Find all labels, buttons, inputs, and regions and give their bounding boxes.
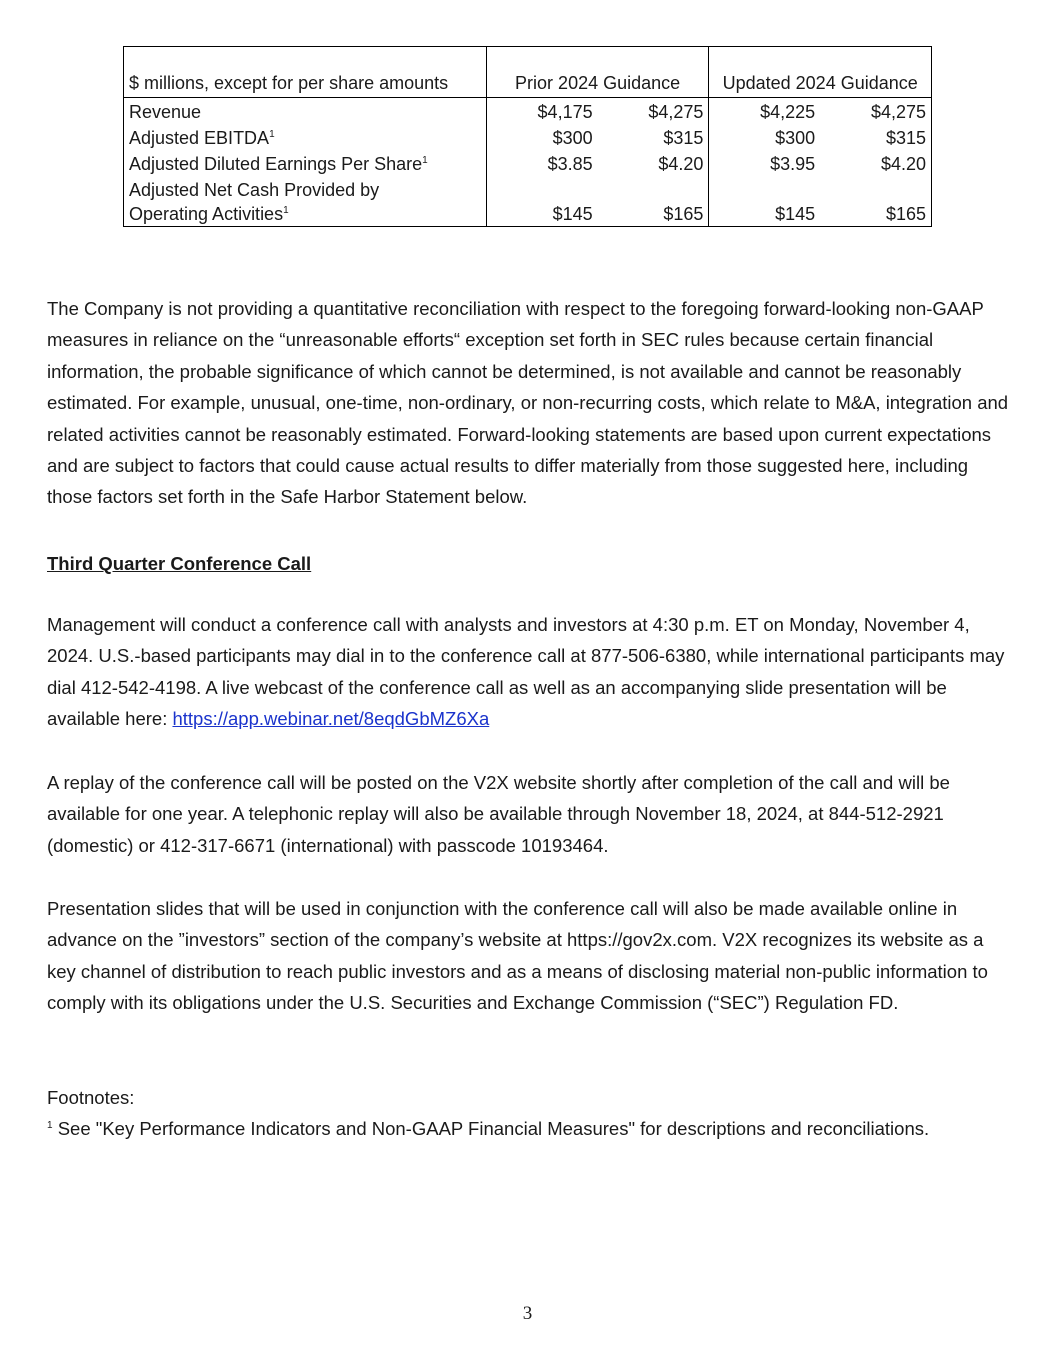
header-updated-guidance: Updated 2024 Guidance xyxy=(709,47,932,98)
table-row xyxy=(124,98,932,125)
webcast-link[interactable]: https://app.webinar.net/8eqdGbMZ6Xa xyxy=(172,708,490,730)
footnote-marker: 1 xyxy=(269,129,275,140)
footnote-1-marker: 1 xyxy=(47,1120,53,1131)
header-label: $ millions, except for per share amounts xyxy=(124,47,487,98)
cell-updated-high: $315 xyxy=(820,124,931,150)
cell-prior-low: $3.85 xyxy=(486,150,597,176)
cell-updated-high: $165 xyxy=(820,176,931,227)
table-row xyxy=(124,176,932,227)
cell-updated-high: $4,275 xyxy=(820,98,931,125)
table-row xyxy=(124,124,932,150)
cell-prior-low: $4,175 xyxy=(486,98,597,125)
guidance-table xyxy=(123,46,932,227)
slides-paragraph: Presentation slides that will be used in conjunction with the conference call will also be made available online in advance on the ”investors” section of the company’s website at https://gov2x.com. V2X recognizes its website as a key channel of distribution to reach public investors and as a means of disclosing material non-public information to comply with its obligations under the U.S. Securities and Exchange Commission (“SEC”) Regulation FD. xyxy=(47,898,988,1014)
row-label-adjusted-eps: Adjusted Diluted Earnings Per Share$^1$ xyxy=(124,150,487,176)
page-number: 3 xyxy=(522,1303,533,1324)
conference-call-paragraph xyxy=(47,609,1012,735)
section-heading: Third Quarter Conference Call xyxy=(47,553,312,574)
cell-prior-high: $4.20 xyxy=(658,154,704,174)
row-label-adjusted-ebitda: Adjusted EBITDA$^1$ xyxy=(124,124,487,150)
cell-updated-low: $145 xyxy=(709,176,820,227)
table-row xyxy=(124,150,932,176)
table-header-row xyxy=(124,47,932,98)
footnote-marker: 1 xyxy=(422,155,428,166)
reconciliation-paragraph: The Company is not providing a quantitative reconciliation with respect to the foregoing forward-looking non-GAAP measures in reliance on the “unreasonable efforts“ exception set forth in SEC rules because certain financial information, the probable significance of which cannot be determined, is not available and cannot be reasonably estimated. For example, unusual, one-time, non-ordinary, or non-recurring costs, which relate to M&A, integration and related activities cannot be reasonably estimated. Forward-looking statements are based upon current expectations and are subject to factors that could cause actual results to differ materially from those suggested here, including those factors set forth in the Safe Harbor Statement below. xyxy=(47,298,1009,508)
cell-prior-high: $165 xyxy=(598,176,709,227)
row-label-adjusted-net-cash: Adjusted Net Cash Provided by Operating Activities$^1$ xyxy=(124,176,487,227)
cell-updated-high: $4.20 xyxy=(820,150,931,176)
cell-prior-high: $4,275 xyxy=(648,102,704,122)
cell-prior-high: $315 xyxy=(663,128,704,148)
header-prior-guidance: Prior 2024 Guidance xyxy=(486,47,709,98)
cell-prior-low: $300 xyxy=(486,124,597,150)
replay-paragraph: A replay of the conference call will be posted on the V2X website shortly after completion of the call and will be available for one year. A telephonic replay will also be available through November 18, 2024, at 844-512-2921 (domestic) or 412-317-6671 (international) with passcode 10193464. xyxy=(47,772,950,856)
footnotes-heading: Footnotes: xyxy=(47,1087,135,1108)
cell-prior-low: $145 xyxy=(486,176,597,227)
cell-updated-low: $3.95 xyxy=(709,150,820,176)
footnote-1 xyxy=(47,1113,1012,1144)
cell-updated-low: $4,225 xyxy=(709,98,820,125)
row-label-revenue: Revenue xyxy=(124,98,487,125)
conference-call-text: Management will conduct a conference call with analysts and investors at 4:30 p.m. ET on Monday, November 4, 2024. U.S.-based participants may dial in to the conference call at 877-506-6380, while international participants may dial 412-542-4198. A live webcast of the conference call as well as an accompanying slide presentation will be available here: xyxy=(47,614,1005,730)
cell-updated-low: $300 xyxy=(709,124,820,150)
footnote-marker: 1 xyxy=(283,205,289,216)
footnote-1-text: See "Key Performance Indicators and Non-GAAP Financial Measures" for descriptions and reconciliations. xyxy=(52,1118,930,1139)
